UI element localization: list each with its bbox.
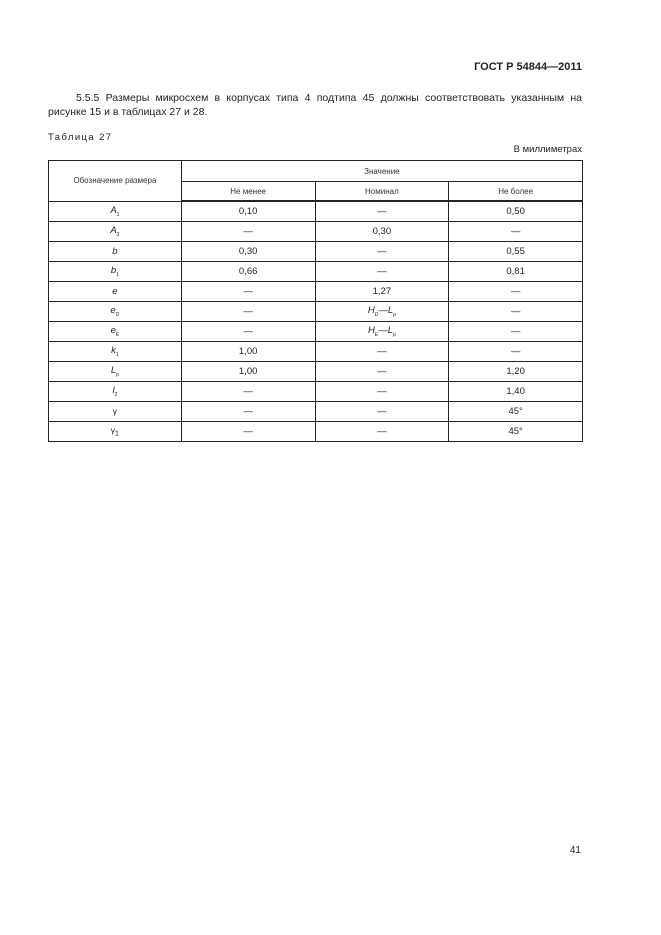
nominal-value: — [315, 382, 449, 402]
table-row [49, 242, 583, 262]
table-row [49, 302, 583, 322]
table-row [49, 222, 583, 242]
table-row [49, 262, 583, 282]
min-value: 0,10 [181, 201, 315, 222]
min-value: 1,00 [181, 362, 315, 382]
min-value: 1,00 [181, 342, 315, 362]
dimension-symbol: $b_1$ [49, 262, 182, 282]
nominal-value: 1,27 [315, 282, 449, 302]
min-header: Не менее [181, 182, 315, 202]
min-value: — [181, 402, 315, 422]
dimensions-table [48, 160, 583, 442]
table-row [49, 342, 583, 362]
max-value: 0,55 [449, 242, 583, 262]
dimension-symbol: $e_E$ [49, 322, 182, 342]
nominal-value: — [315, 422, 449, 442]
table-row [49, 322, 583, 342]
dimension-symbol: $k_1$ [49, 342, 182, 362]
table-title: Таблица 27 [48, 132, 113, 143]
min-value: — [181, 282, 315, 302]
table-row [49, 382, 583, 402]
max-value: — [449, 342, 583, 362]
nominal-value: — [315, 362, 449, 382]
dimension-symbol: $L_p$ [49, 362, 182, 382]
designation-header: Обозначение размера [49, 161, 182, 202]
min-value: — [181, 322, 315, 342]
nominal-value: $H_D—L_p$ [315, 302, 449, 322]
page-number: 41 [569, 845, 581, 856]
max-value: 1,40 [449, 382, 583, 402]
min-value: 0,66 [181, 262, 315, 282]
max-value: — [449, 322, 583, 342]
max-value: 1,20 [449, 362, 583, 382]
nominal-value: — [315, 262, 449, 282]
table-row [49, 282, 583, 302]
min-value: — [181, 422, 315, 442]
dimension-symbol: $A_1$ [49, 201, 182, 222]
max-value: — [449, 302, 583, 322]
max-value: 45° [449, 402, 583, 422]
min-value: 0,30 [181, 242, 315, 262]
value-header: Значение [181, 161, 582, 182]
nominal-header: Номинал [315, 182, 449, 202]
dimension-symbol: γ [49, 402, 182, 422]
table-row [49, 201, 583, 222]
dimension-symbol: $e_D$ [49, 302, 182, 322]
dimension-symbol: $l_2$ [49, 382, 182, 402]
nominal-value: $H_E—L_p$ [315, 322, 449, 342]
dimension-symbol: b [49, 242, 182, 262]
max-value: 0,81 [449, 262, 583, 282]
nominal-value: — [315, 242, 449, 262]
table-body [49, 201, 583, 442]
nominal-value: — [315, 201, 449, 222]
min-value: — [181, 382, 315, 402]
dimension-symbol: $\gamma_1$ [49, 422, 182, 442]
max-value: — [449, 222, 583, 242]
nominal-value: — [315, 342, 449, 362]
unit-note: В миллиметрах [513, 144, 582, 155]
section-paragraph: 5.5.5 Размеры микросхем в корпусах типа 4 подтипа 45 должны соответствовать указанным на рисунке 15 и в таблицах 27 и 28. [48, 92, 582, 118]
max-value: — [449, 282, 583, 302]
dimension-symbol: $A_3$ [49, 222, 182, 242]
max-header: Не более [449, 182, 583, 202]
min-value: — [181, 222, 315, 242]
nominal-value: — [315, 402, 449, 422]
max-value: 0,50 [449, 201, 583, 222]
max-value: 45° [449, 422, 583, 442]
table-row [49, 362, 583, 382]
nominal-value: 0,30 [315, 222, 449, 242]
dimension-symbol: e [49, 282, 182, 302]
table-row [49, 402, 583, 422]
standard-designation: ГОСТ Р 54844—2011 [474, 61, 582, 73]
min-value: — [181, 302, 315, 322]
table-row [49, 422, 583, 442]
